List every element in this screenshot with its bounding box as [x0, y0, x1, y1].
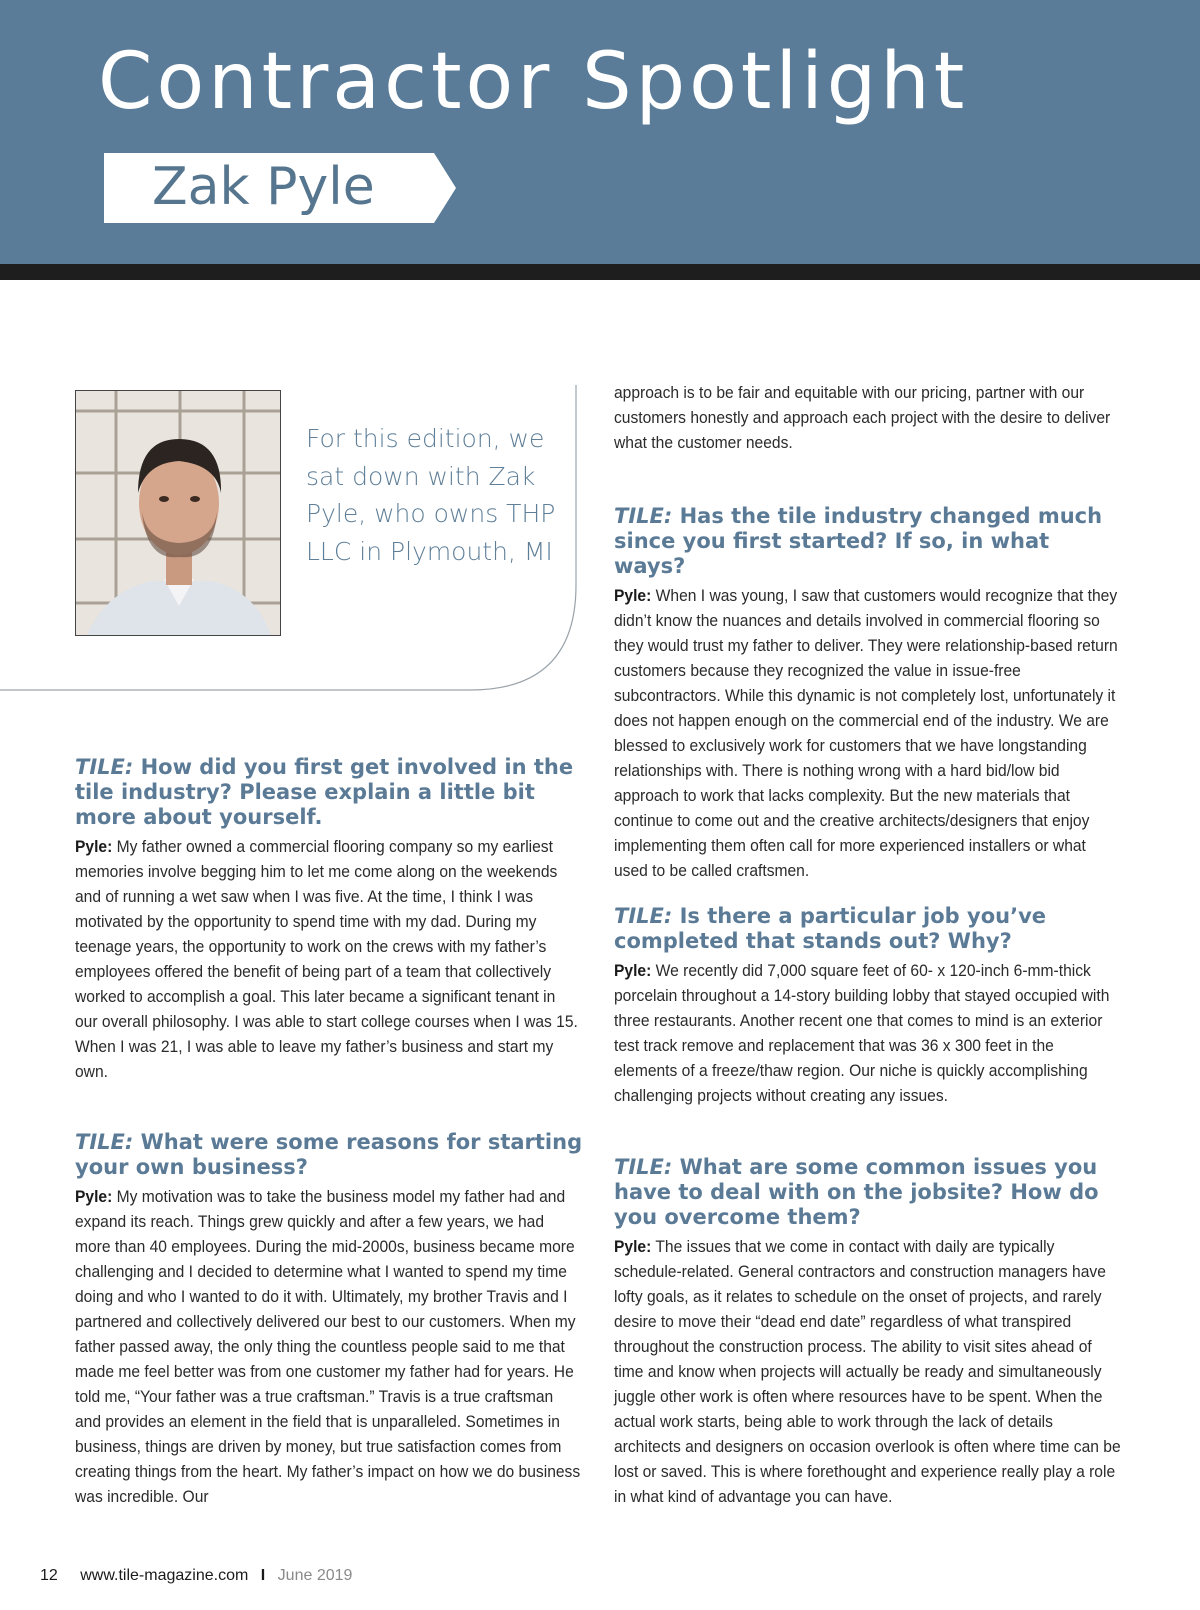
issue-date: June 2019	[277, 1567, 353, 1584]
question-heading	[614, 504, 1124, 579]
spotlight-name: Zak Pyle	[152, 157, 375, 217]
answer-continuation: approach is to be fair and equitable with our pricing, partner with our customers honestly and approach each project with the desire to deliver what the customer needs.	[614, 383, 1111, 452]
question-heading	[75, 755, 585, 830]
question-tag: TILE:	[75, 1130, 134, 1154]
answer-text: The issues that we come in contact with daily are typically schedule-related. General contractors and construction managers have lofty goals, as it relates to schedule on the onset of projects, and rarely desire to move their “dead end date” regardless of what transpired throughout the construction process. The ability to visit sites ahead of time and know when projects will actually be ready and simultaneously juggle other work is often where resources have to be spent. When the actual work starts, being able to work through the lack of details architects and designers on occasion overlook is often where time can be lost or saved. This is where forethought and experience really play a role in what kind of advantage you can have.	[614, 1237, 1121, 1506]
question-text: Is there a particular job you’ve completed that stands out? Why?	[614, 904, 1047, 953]
answer-paragraph	[614, 1234, 1121, 1509]
answer-text: My father owned a commercial flooring company so my earliest memories involve begging him to let me come along on the weekends and of running a wet saw when I was five. At the time, I think I was motivated by the opportunity to spend time with my dad. During my teenage years, the opportunity to work on the crews with my father’s employees offered the benefit of being part of a team that collectively worked to accomplish a goal. This later became a significant tenant in our overall philosophy. I was able to start college courses when I was 15. When I was 21, I was able to leave my father’s business and start my own.	[75, 837, 578, 1081]
question-text: Has the tile industry changed much since you first started? If so, in what ways?	[614, 504, 1103, 578]
page-footer	[40, 1567, 352, 1585]
qa-block-3	[614, 504, 1124, 883]
qa-block-1	[75, 755, 585, 1084]
answer-paragraph	[614, 583, 1121, 883]
footer-separator: I	[260, 1567, 266, 1584]
question-tag: TILE:	[614, 1155, 673, 1179]
answer-speaker: Pyle:	[614, 1237, 652, 1256]
question-tag: TILE:	[75, 755, 134, 779]
question-text: How did you first get involved in the tile industry? Please explain a little bit more about yourself.	[75, 755, 574, 829]
question-text: What were some reasons for starting your own business?	[75, 1130, 583, 1179]
answer-speaker: Pyle:	[614, 586, 652, 605]
website-link[interactable]: www.tile-magazine.com	[80, 1567, 249, 1584]
portrait-photo	[75, 390, 281, 636]
answer-speaker: Pyle:	[75, 837, 113, 856]
answer-text: My motivation was to take the business model my father had and expand its reach. Things grew quickly and after a few years, we had more than 40 employees. During the mid-2000s, business became more challenging and I decided to determine what I wanted to spend my time doing and who I wanted to do it with. Ultimately, my brother Travis and I partnered and collectively delivered our best to our customers. When my father passed away, the only thing the countless people said to me that made me feel better was from one customer my father had for years. He told me, “Your father was a true craftsman.” Travis is a true craftsman and provides an element in the field that is unparalleled. Sometimes in business, things are driven by money, but true satisfaction comes from creating things from the heart. My father’s impact on how we do business was incredible. Our	[75, 1187, 581, 1506]
qa-continuation	[614, 380, 1124, 455]
answer-text: When I was young, I saw that customers would recognize that they didn’t know the nuances and details involved in commercial flooring so they would trust my father to deliver. They were relationship-based return customers because they recognized the value in issue-free subcontractors. While this dynamic is not completely lost, unfortunately it does not happen enough on the commercial end of the industry. We are blessed to exclusively work for customers that we have longstanding relationships with. There is nothing wrong with a hard bid/low bid approach to work that lacks complexity. But the new materials that continue to come out and the creative architects/designers that enjoy implementing them often call for more experienced installers or what used to be called craftsmen.	[614, 586, 1118, 880]
page-number: 12	[40, 1567, 58, 1584]
answer-text: We recently did 7,000 square feet of 60- x 120-inch 6-mm-thick porcelain throughout a 14-story building lobby that stayed occupied with three restaurants. Another recent one that comes to mind is an exterior test track remove and replacement that was 36 x 300 feet in the elements of a freeze/thaw region. Our niche is quickly accomplishing challenging projects without creating any issues.	[614, 961, 1110, 1105]
intro-blurb: For this edition, we sat down with Zak Pyle, who owns THP LLC in Plymouth, MI	[306, 424, 556, 566]
qa-block-4	[614, 904, 1124, 1108]
answer-speaker: Pyle:	[614, 961, 652, 980]
question-tag: TILE:	[614, 904, 673, 928]
portrait-image	[76, 391, 281, 636]
question-heading	[614, 1155, 1124, 1230]
qa-block-5	[614, 1155, 1124, 1509]
question-text: What are some common issues you have to deal with on the jobsite? How do you overcome them?	[614, 1155, 1099, 1229]
question-heading	[75, 1130, 585, 1180]
name-tag	[104, 153, 456, 223]
answer-paragraph	[75, 1184, 582, 1509]
question-tag: TILE:	[614, 504, 673, 528]
answer-paragraph	[75, 834, 582, 1084]
answer-paragraph	[614, 958, 1121, 1108]
header-divider-bar	[0, 264, 1200, 280]
answer-speaker: Pyle:	[75, 1187, 113, 1206]
qa-block-2	[75, 1130, 585, 1509]
page-title: Contractor Spotlight	[98, 37, 969, 127]
question-heading	[614, 904, 1124, 954]
